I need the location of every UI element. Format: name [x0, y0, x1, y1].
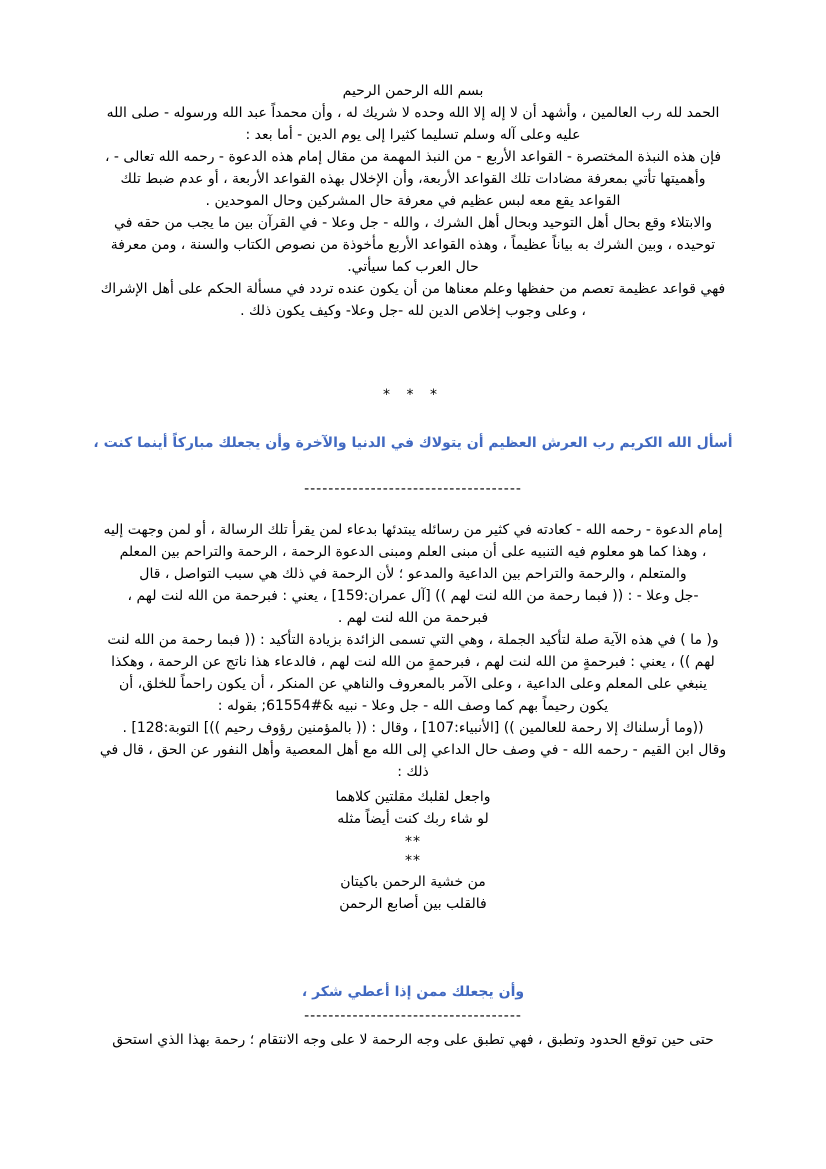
- text-line: فبرحمة من الله لنت لهم .: [337, 610, 489, 626]
- text-line: إمام الدعوة - رحمه الله - كعادته في كثير من رسائله يبتدئها بدعاء لمن يقرأ تلك الرسالة ، أو لمن وجهت إليه: [103, 522, 723, 538]
- text-line: و( ما ) في هذه الآية صلة لتأكيد الجملة ، وهي التي تسمى الزائدة بزيادة التأكيد : (( فبما رحمة من الله لنت: [107, 632, 719, 648]
- text-line: ، وعلى وجوب إخلاص الدين لله -جل وعلا- وكيف يكون ذلك .: [240, 303, 586, 319]
- text-line: فإن هذه النبذة المختصرة - القواعد الأربع - من النبذ المهمة من مقال إمام هذه الدعوة - رحمه الله تعالى - ،: [104, 149, 722, 165]
- text-line: عليه وعلى آله وسلم تسليما كثيرا إلى يوم الدين - أما بعد :: [245, 127, 581, 143]
- text-line: ، وهذا كما هو معلوم فيه التنبيه على أن مبنى العلم ومبنى الدعوة الرحمة ، الرحمة والتراحم بين المعلم: [119, 544, 707, 560]
- dua-blessing-line-1: أسأل الله الكريم رب العرش العظيم أن يتولاك في الدنيا والآخرة وأن يجعلك مباركاً أينما كنت ،: [93, 435, 733, 451]
- text-line: ينبغي على المعلم وعلى الداعية ، وعلى الآمر بالمعروف والناهي عن المنكر ، أن يكون راحماً للخلق، أن: [118, 676, 708, 692]
- text-line: -جل وعلا - : (( فبما رحمة من الله لنت لهم )) [آل عمران:159] ، يعني : فبرحمة من الله لنت لهم ،: [127, 588, 699, 604]
- dashed-divider-bottom: ------------------------------------: [304, 1008, 522, 1024]
- text-line: توحيده ، وبين الشرك به بياناً عظيماً ، وهذه القواعد الأربع مأخوذة من نصوص الكتاب والسنة ، ومن معرفة: [110, 237, 716, 253]
- stars-separator: * * *: [383, 387, 443, 403]
- basmala-line: بسم الله الرحمن الرحيم: [342, 83, 484, 99]
- text-line: واجعل لقلبك مقلتين كلاهما: [335, 789, 491, 805]
- text-line: لهم )) ، يعني : فبرحمةٍ من الله لنت لهم ، فبرحمةٍ من الله لنت لهم ، فالدعاء هذا ناتج عن الرحمة ، وهكذا: [111, 654, 715, 670]
- closing-text-line: حتى حين توقع الحدود وتطبق ، فهي تطبق على وجه الرحمة لا على وجه الانتقام ؛ رحمة بهذا الذي استحق: [112, 1032, 714, 1048]
- text-line: وقال ابن القيم - رحمه الله - في وصف حال الداعي إلى الله مع أهل المعصية وأهل النفور عن الحق ، قال في: [99, 742, 727, 758]
- dashed-divider-top: ------------------------------------: [304, 481, 522, 497]
- text-line: **: [405, 834, 421, 850]
- text-line: القواعد يقع معه لبس عظيم في معرفة حال المشركين وحال الموحدين .: [205, 193, 621, 209]
- intro-paragraph: [0, 102, 826, 322]
- stars-small-separator: [0, 833, 826, 871]
- text-line: ((وما أرسلناك إلا رحمة للعالمين )) [الأنبياء:107] ، وقال : (( بالمؤمنين رؤوف رحيم ))] التوبة:128] .: [122, 720, 704, 736]
- poem-couplet-first: [0, 786, 826, 830]
- text-line: الحمد لله رب العالمين ، وأشهد أن لا إله إلا الله وحده لا شريك له ، وأن محمداً عبد الله ورسوله - صلى الله: [106, 105, 720, 121]
- dua-blessing-line-2: وأن يجعلك ممن إذا أعطي شكر ،: [301, 984, 525, 1000]
- text-line: وأهميتها تأتي بمعرفة مضادات تلك القواعد الأربعة، وأن الإخلال بهذه القواعد الأربعة ، أو عدم ضبط تلك: [120, 171, 706, 187]
- text-line: لو شاء ربك كنت أيضاً مثله: [337, 811, 489, 827]
- text-line: والمتعلم ، والرحمة والتراحم بين الداعية والمدعو ؛ لأن الرحمة في ذلك هي سبب التواصل ، قال: [139, 566, 687, 582]
- text-line: فالقلب بين أصابع الرحمن: [339, 896, 487, 912]
- poem-couplet-second: [0, 871, 826, 915]
- text-line: **: [405, 853, 421, 869]
- text-line: يكون رحيماً بهم كما وصف الله - جل وعلا - نبيه &#61554; بقوله :: [217, 698, 609, 714]
- text-line: والابتلاء وقع بحال أهل التوحيد وبحال أهل الشرك ، والله - جل وعلا - في القرآن بين ما يجب من حقه في: [114, 215, 712, 231]
- commentary-paragraph: [0, 519, 826, 783]
- text-line: حال العرب كما سيأتي.: [347, 259, 479, 275]
- text-line: ذلك :: [397, 764, 429, 780]
- text-line: فهي قواعد عظيمة تعصم من حفظها وعلم معناها من أن يكون عنده تردد في مسألة الحكم على أهل الإشراك: [100, 281, 726, 297]
- text-line: من خشية الرحمن باكيتان: [340, 874, 486, 890]
